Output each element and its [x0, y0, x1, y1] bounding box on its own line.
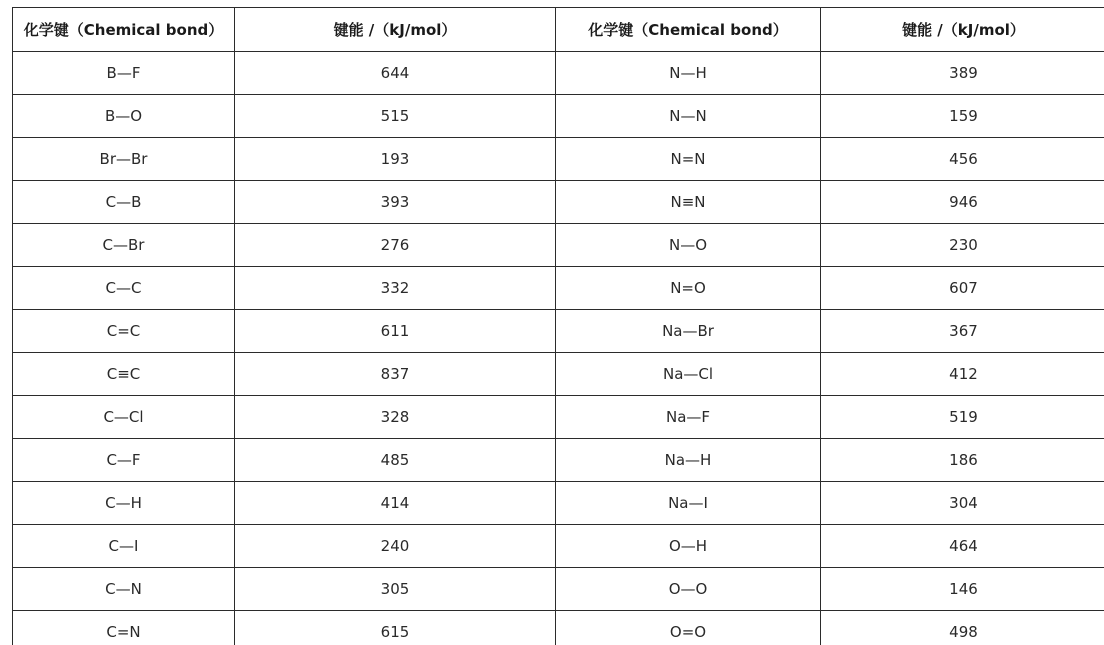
table-row — [13, 267, 1104, 310]
table-row — [13, 439, 1104, 482]
energy-cell: 485 — [235, 439, 556, 482]
energy-cell: 412 — [821, 353, 1104, 396]
energy-cell: 644 — [235, 52, 556, 95]
energy-cell: 159 — [821, 95, 1104, 138]
energy-cell: 230 — [821, 224, 1104, 267]
energy-cell: 414 — [235, 482, 556, 525]
bond-cell: C=C — [13, 310, 235, 353]
energy-cell: 498 — [821, 611, 1104, 645]
bond-cell: O—H — [556, 525, 821, 568]
table-row — [13, 525, 1104, 568]
energy-cell: 456 — [821, 138, 1104, 181]
energy-cell: 464 — [821, 525, 1104, 568]
bond-cell: C—B — [13, 181, 235, 224]
bond-cell: N=O — [556, 267, 821, 310]
energy-cell: 515 — [235, 95, 556, 138]
header-chemical-bond-right: 化学键（Chemical bond） — [556, 8, 821, 52]
bond-cell: N—H — [556, 52, 821, 95]
energy-cell: 193 — [235, 138, 556, 181]
bond-energy-table — [12, 7, 1104, 645]
bond-cell: Na—F — [556, 396, 821, 439]
energy-cell: 837 — [235, 353, 556, 396]
bond-cell: N—N — [556, 95, 821, 138]
table-row — [13, 138, 1104, 181]
header-bond-energy-right: 键能 /（kJ/mol） — [821, 8, 1104, 52]
table-row — [13, 611, 1104, 645]
table-row — [13, 181, 1104, 224]
bond-cell: Br—Br — [13, 138, 235, 181]
bond-cell: C—I — [13, 525, 235, 568]
bond-cell: C—C — [13, 267, 235, 310]
bond-cell: B—F — [13, 52, 235, 95]
energy-cell: 519 — [821, 396, 1104, 439]
table-row — [13, 224, 1104, 267]
bond-cell: C=N — [13, 611, 235, 645]
bond-cell: B—O — [13, 95, 235, 138]
bond-cell: N—O — [556, 224, 821, 267]
energy-cell: 367 — [821, 310, 1104, 353]
energy-cell: 611 — [235, 310, 556, 353]
bond-cell: C—H — [13, 482, 235, 525]
header-chemical-bond-left: 化学键（Chemical bond） — [13, 8, 235, 52]
table-row — [13, 52, 1104, 95]
energy-cell: 389 — [821, 52, 1104, 95]
energy-cell: 607 — [821, 267, 1104, 310]
energy-cell: 304 — [821, 482, 1104, 525]
energy-cell: 615 — [235, 611, 556, 645]
bond-cell: C≡C — [13, 353, 235, 396]
header-bond-energy-left: 键能 /（kJ/mol） — [235, 8, 556, 52]
bond-cell: Na—I — [556, 482, 821, 525]
bond-cell: C—Br — [13, 224, 235, 267]
energy-cell: 186 — [821, 439, 1104, 482]
bond-cell: Na—H — [556, 439, 821, 482]
bond-cell: C—F — [13, 439, 235, 482]
bond-cell: C—N — [13, 568, 235, 611]
bond-cell: Na—Br — [556, 310, 821, 353]
energy-cell: 276 — [235, 224, 556, 267]
energy-cell: 332 — [235, 267, 556, 310]
table-row — [13, 482, 1104, 525]
bond-cell: N≡N — [556, 181, 821, 224]
table-row — [13, 95, 1104, 138]
energy-cell: 305 — [235, 568, 556, 611]
energy-cell: 328 — [235, 396, 556, 439]
bond-cell: N=N — [556, 138, 821, 181]
energy-cell: 240 — [235, 525, 556, 568]
energy-cell: 946 — [821, 181, 1104, 224]
bond-cell: O—O — [556, 568, 821, 611]
table-row — [13, 310, 1104, 353]
table-row — [13, 568, 1104, 611]
energy-cell: 146 — [821, 568, 1104, 611]
table-row — [13, 353, 1104, 396]
table-row — [13, 396, 1104, 439]
bond-cell: Na—Cl — [556, 353, 821, 396]
bond-cell: O=O — [556, 611, 821, 645]
bond-cell: C—Cl — [13, 396, 235, 439]
energy-cell: 393 — [235, 181, 556, 224]
table-header-row — [13, 8, 1104, 52]
